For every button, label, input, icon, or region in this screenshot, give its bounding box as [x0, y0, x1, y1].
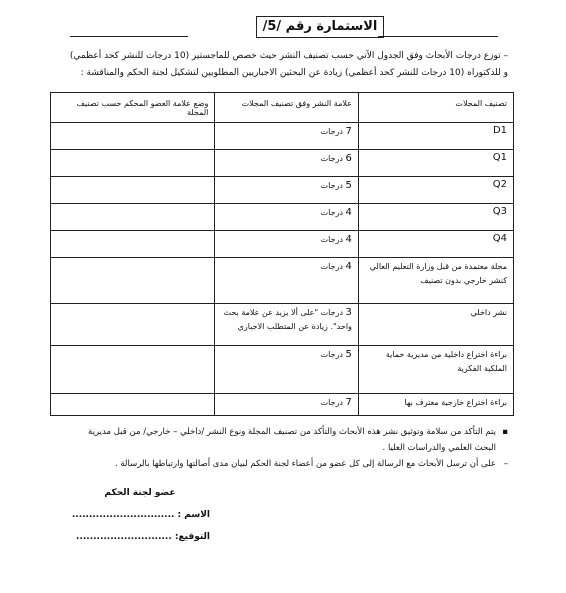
score-cell [215, 346, 359, 394]
category-cell: نشر داخلي [358, 304, 513, 346]
score-number: 5 [345, 349, 352, 360]
category-cell: Q1 [358, 150, 513, 177]
table-row [51, 304, 514, 346]
table-row [51, 394, 514, 416]
score-text: درجات [320, 208, 343, 217]
judge-score-cell[interactable] [51, 150, 215, 177]
header-rule-right [378, 36, 498, 37]
table-row [51, 150, 514, 177]
score-text: درجات [320, 235, 343, 244]
list-item [78, 456, 508, 472]
judge-score-cell[interactable] [51, 304, 215, 346]
judge-score-cell[interactable] [51, 258, 215, 304]
category-cell: Q3 [358, 204, 513, 231]
score-cell [215, 258, 359, 304]
form-header [70, 16, 498, 38]
score-cell [215, 231, 359, 258]
signature-field[interactable]: التوقيع: ............................ [76, 532, 210, 542]
score-text: درجات [320, 262, 343, 271]
table-row [51, 346, 514, 394]
score-text: درجات "على ألا يزيد عن علامة بحث واحد". زيادة عن المتطلب الاجباري [223, 308, 352, 331]
bullet-dash-icon: – [503, 459, 508, 469]
score-number: 4 [345, 207, 352, 218]
header-category: تصنيف المجلات [358, 93, 513, 123]
score-number: 4 [345, 234, 352, 245]
score-cell [215, 394, 359, 416]
form-title: الاستمارة رقم /5/ [256, 16, 384, 38]
score-text: درجات [320, 350, 343, 359]
score-text: درجات [320, 181, 343, 190]
judge-score-cell[interactable] [51, 123, 215, 150]
notes-list [78, 424, 508, 472]
header-score: علامة النشر وفق تصنيف المجلات [215, 93, 359, 123]
bullet-square-icon: ▪ [502, 427, 508, 437]
score-number: 7 [345, 126, 352, 137]
score-cell [215, 204, 359, 231]
category-cell: Q4 [358, 231, 513, 258]
judge-score-cell[interactable] [51, 177, 215, 204]
table-row [51, 123, 514, 150]
score-number: 3 [345, 307, 352, 318]
score-text: درجات [320, 398, 343, 407]
score-number: 4 [345, 261, 352, 272]
header-judge: وضع علامة العضو المحكم حسب تصنيف المجلة [51, 93, 215, 123]
category-cell: D1 [358, 123, 513, 150]
scoring-table [50, 92, 514, 416]
name-field[interactable]: الاسم : .............................. [71, 510, 210, 520]
intro-text: – توزع درجات الأبحاث وفق الجدول الآتي حسب تصنيف النشر حيث خصص للماجستير (10 درجات للنشر كحد أعظمي) و للدكتوراه (10 درجات للنشر كحد أعظمي) زيادة عن البحثين الاجباريين المطلوبين لتشكيل لجنة الحكم والمناقشة : [69, 51, 508, 78]
category-cell: Q2 [358, 177, 513, 204]
judge-score-cell[interactable] [51, 346, 215, 394]
judge-score-cell[interactable] [51, 204, 215, 231]
score-number: 6 [345, 153, 352, 164]
table-row [51, 258, 514, 304]
judge-score-cell[interactable] [51, 231, 215, 258]
score-number: 7 [345, 397, 352, 408]
signature-title: عضو لجنة الحكم [104, 488, 176, 498]
score-text: درجات [320, 127, 343, 136]
list-item [78, 424, 508, 456]
header-rule-left [70, 36, 188, 37]
score-cell [215, 177, 359, 204]
judge-score-cell[interactable] [51, 394, 215, 416]
score-number: 5 [345, 180, 352, 191]
score-cell [215, 123, 359, 150]
score-text: درجات [320, 154, 343, 163]
category-cell: براءة اختراع خارجية معترف بها [358, 394, 513, 416]
note-text: يتم التأكد من سلامة وتوثيق نشر هذه الأبحاث والتأكد من تصنيف المجلة ونوع النشر /داخلي – خارجي/ من قبل مديرية البحث العلمي والدراسات العليا . [88, 427, 496, 453]
note-text: على أن ترسل الأبحاث مع الرسالة إلى كل عضو من أعضاء لجنة الحكم لبيان مدى أصالتها وارتباطها بالرسالة . [114, 459, 496, 469]
table-row [51, 204, 514, 231]
category-cell: مجلة معتمدة من قبل وزارة التعليم العالي كنشر خارجي بدون تصنيف [358, 258, 513, 304]
score-cell [215, 304, 359, 346]
score-cell [215, 150, 359, 177]
table-row [51, 177, 514, 204]
category-cell: براءة اختراع داخلية من مديرية حماية الملكية الفكرية [358, 346, 513, 394]
table-row [51, 231, 514, 258]
